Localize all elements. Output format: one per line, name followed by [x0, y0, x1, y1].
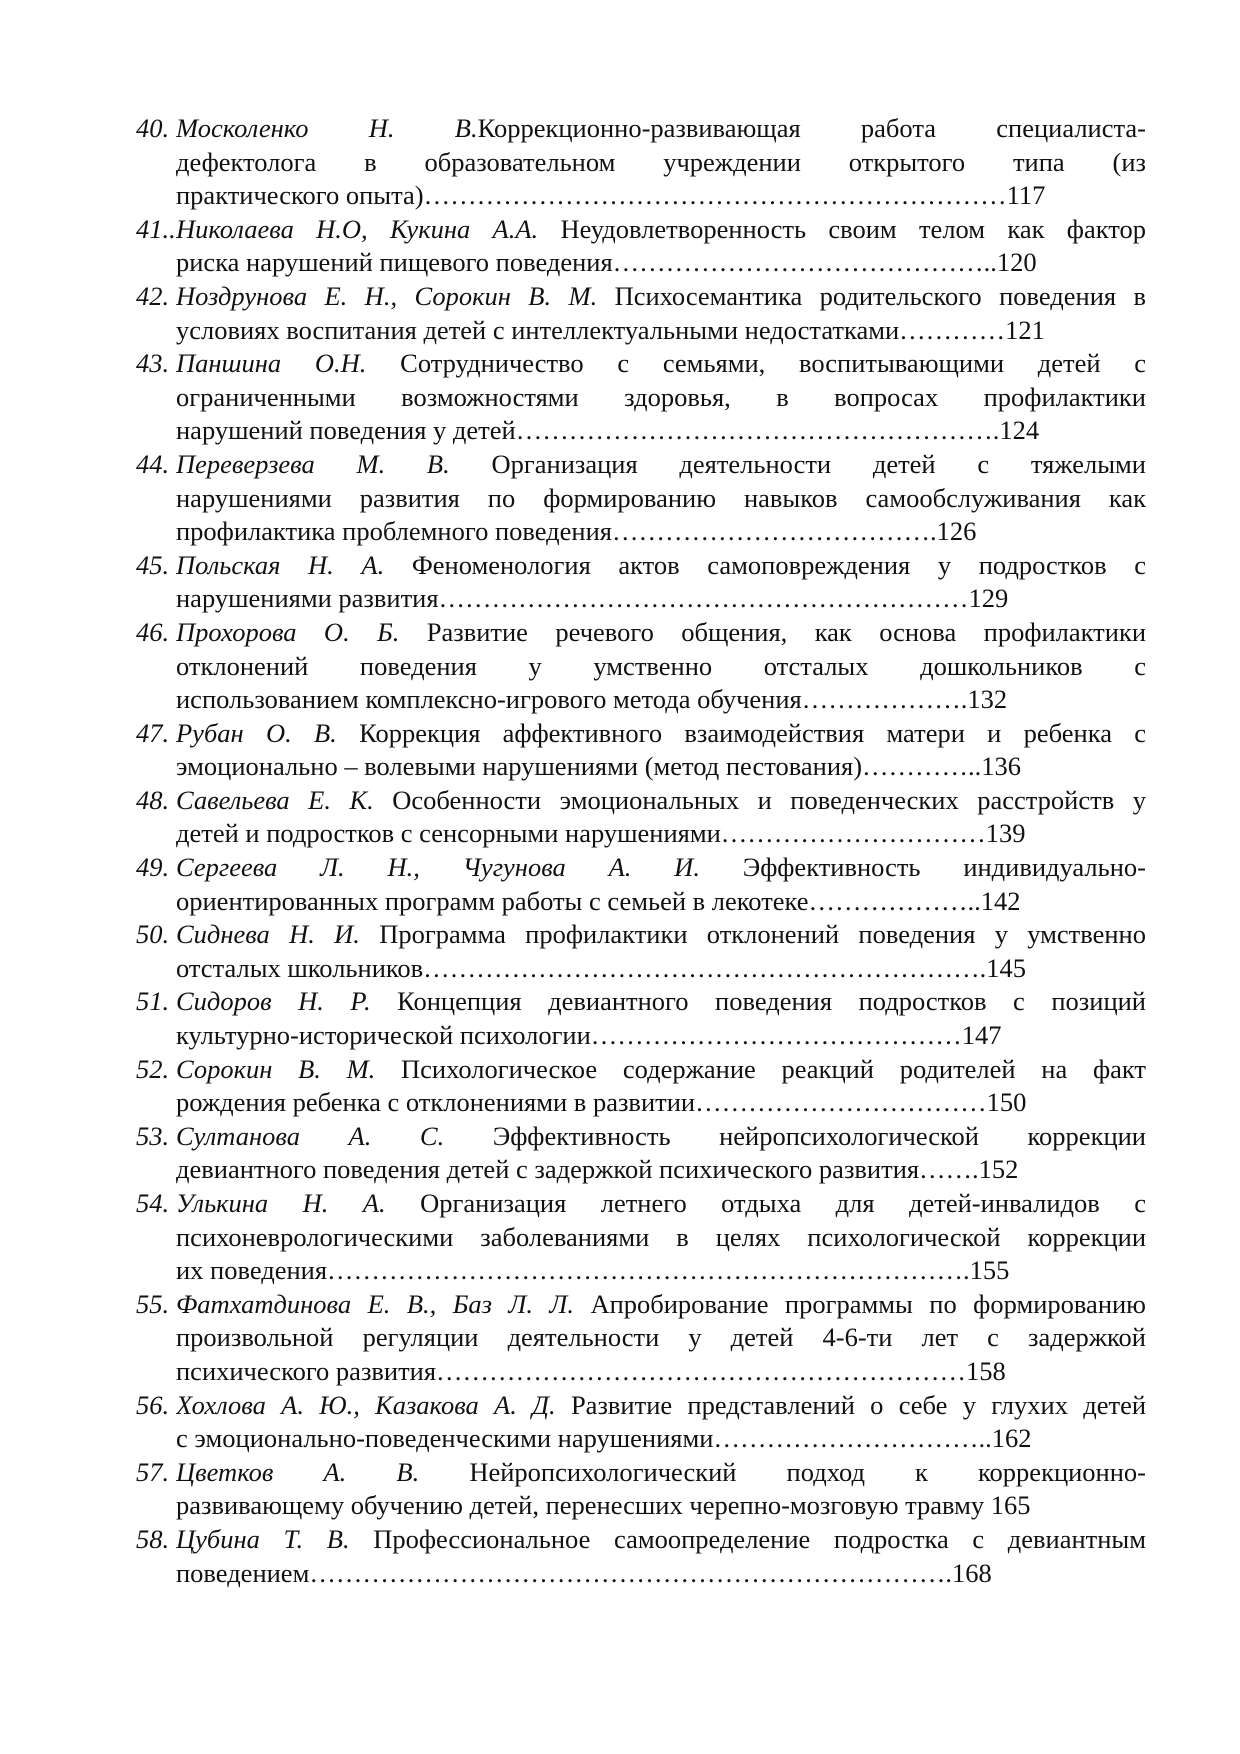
entry-line — [176, 347, 1146, 381]
entry-text: Программа профилактики отклонений поведения у умственно — [359, 919, 1146, 950]
entry-text: детей и подростков с сенсорными нарушениями…………………………139 — [176, 818, 1026, 849]
toc-entry — [136, 1187, 1146, 1288]
entry-author: Паншина О.Н. — [176, 348, 367, 379]
entry-text: Неудовлетворенность своим телом как фактор — [538, 213, 1146, 244]
entry-author: Савельева Е. К. — [176, 784, 374, 815]
entry-author: Хохлова А. Ю., Казакова А. Д. — [176, 1389, 556, 1420]
entry-line — [176, 1288, 1146, 1322]
entry-number: 42. — [136, 280, 170, 311]
entry-number: 40. — [136, 113, 170, 143]
entry-author: Сиднева Н. И. — [176, 919, 360, 950]
table-of-contents — [136, 112, 1146, 1590]
toc-entry — [136, 280, 1146, 347]
toc-entry — [136, 985, 1146, 1052]
entry-line — [176, 1489, 1146, 1523]
entry-line — [176, 952, 1146, 986]
entry-number: 52. — [136, 1053, 170, 1084]
entry-line — [176, 1557, 1146, 1591]
entry-text: Особенности эмоциональных и поведенческих расстройств у — [373, 784, 1146, 815]
entry-line — [176, 650, 1146, 684]
entry-line — [176, 1254, 1146, 1288]
entry-text: с эмоционально-поведенческими нарушениями…………………………..162 — [176, 1423, 1032, 1454]
toc-entry — [136, 347, 1146, 448]
entry-text: Коррекционно-развивающая работа специалиста- — [477, 113, 1146, 143]
entry-text: Концепция девиантного поведения подростков с позиций — [370, 986, 1146, 1017]
entry-text: отклонений поведения у умственно отсталых дошкольников с — [176, 650, 1146, 681]
entry-text: культурно-исторической психологии……………………………………147 — [176, 1020, 1002, 1051]
toc-entry — [136, 717, 1146, 784]
entry-number: 45. — [136, 549, 170, 580]
entry-line — [176, 616, 1146, 650]
entry-line — [176, 1523, 1146, 1557]
entry-line — [176, 1019, 1146, 1053]
entry-line — [176, 1120, 1146, 1154]
entry-text: риска нарушений пищевого поведения……………………………………..120 — [176, 247, 1037, 278]
entry-line — [176, 1221, 1146, 1255]
toc-entry — [136, 448, 1146, 549]
entry-line — [176, 1187, 1146, 1221]
entry-line — [176, 683, 1146, 717]
entry-text: поведением……………………………………………………………….168 — [176, 1557, 992, 1588]
entry-author: Прохорова О. Б. — [176, 616, 400, 647]
entry-text: нарушениями развития……………………………………………………129 — [176, 583, 1009, 614]
entry-text: Эффективность нейропсихологической коррекции — [444, 1120, 1146, 1151]
entry-author: Цубина Т. В. — [176, 1523, 350, 1554]
entry-text: психического развития……………………………………………………158 — [176, 1355, 1006, 1386]
entry-number: 50. — [136, 919, 170, 950]
entry-text: Апробирование программы по формированию — [574, 1288, 1146, 1319]
toc-entry — [136, 213, 1146, 280]
entry-text: Феноменология актов самоповреждения у подростков с — [384, 549, 1146, 580]
entry-text: Психологическое содержание реакций родителей на факт — [375, 1053, 1146, 1084]
entry-author: Улькина Н. А. — [176, 1188, 386, 1218]
entry-number: 51. — [136, 986, 170, 1017]
toc-entry — [136, 1053, 1146, 1120]
entry-number: 46. — [136, 616, 170, 647]
entry-line — [176, 482, 1146, 516]
entry-line — [176, 985, 1146, 1019]
entry-number: 43. — [136, 348, 170, 379]
entry-text: развивающему обучению детей, перенесших черепно-мозговую травму 165 — [176, 1490, 1031, 1521]
entry-number: 41.. — [136, 213, 176, 244]
entry-line — [176, 1321, 1146, 1355]
entry-line — [176, 582, 1146, 616]
entry-text: дефектолога в образовательном учреждении открытого типа (из — [176, 146, 1146, 177]
entry-line — [176, 414, 1146, 448]
entry-author: Переверзева М. В. — [176, 448, 450, 479]
entry-text: ориентированных программ работы с семьей в лекотеке………………..142 — [176, 885, 1021, 916]
entry-line — [176, 784, 1146, 818]
toc-entry — [136, 1523, 1146, 1590]
toc-entry — [136, 784, 1146, 851]
entry-line — [176, 717, 1146, 751]
entry-line — [176, 179, 1146, 213]
entry-line — [176, 112, 1146, 146]
entry-line — [176, 549, 1146, 583]
entry-text: Организация летнего отдыха для детей-инвалидов с — [385, 1188, 1146, 1218]
entry-text: Развитие речевого общения, как основа профилактики — [399, 616, 1146, 647]
entry-number: 53. — [136, 1120, 170, 1151]
entry-author: Фатхатдинова Е. В., Баз Л. Л. — [176, 1288, 574, 1319]
entry-text: нарушений поведения у детей……………………………………………….124 — [176, 415, 1040, 446]
toc-entry — [136, 549, 1146, 616]
entry-author: Польская Н. А. — [176, 549, 385, 580]
entry-line — [176, 750, 1146, 784]
entry-text: девиантного поведения детей с задержкой психического развития…….152 — [176, 1154, 1019, 1185]
toc-entry — [136, 616, 1146, 717]
entry-text: рождения ребенка с отклонениями в развитии……………………………150 — [176, 1087, 1027, 1118]
entry-line — [176, 1422, 1146, 1456]
entry-author: Сорокин В. М. — [176, 1053, 376, 1084]
entry-author: Ноздрунова Е. Н., Сорокин В. М. — [176, 280, 598, 311]
entry-author: Сергеева Л. Н., Чугунова А. И. — [176, 852, 700, 883]
entry-text: практического опыта)…………………………………………………………117 — [176, 180, 1046, 211]
entry-line — [176, 448, 1146, 482]
toc-entry — [136, 918, 1146, 985]
entry-line — [176, 851, 1146, 885]
entry-text: Развитие представлений о себе у глухих детей — [555, 1389, 1146, 1420]
entry-line — [176, 1389, 1146, 1423]
entry-author: Сидоров Н. Р. — [176, 986, 371, 1017]
entry-text: Коррекция аффективного взаимодействия матери и ребенка с — [336, 717, 1146, 748]
entry-text: эмоционально – волевыми нарушениями (метод пестования)…………..136 — [176, 751, 1022, 782]
toc-entry — [136, 112, 1146, 213]
entry-number: 58. — [136, 1523, 170, 1554]
entry-text: Сотрудничество с семьями, воспитывающими детей с — [366, 348, 1146, 379]
entry-line — [176, 918, 1146, 952]
entry-line — [176, 1053, 1146, 1087]
toc-entry — [136, 1456, 1146, 1523]
entry-text: психоневрологическими заболеваниями в целях психологической коррекции — [176, 1221, 1146, 1252]
entry-number: 44. — [136, 448, 170, 479]
entry-line — [176, 1456, 1146, 1490]
entry-line — [176, 146, 1146, 180]
toc-entry — [136, 851, 1146, 918]
entry-author: Рубан О. В. — [176, 717, 337, 748]
entry-line — [176, 885, 1146, 919]
entry-author: Цветков А. В. — [176, 1456, 420, 1487]
entry-number: 54. — [136, 1188, 170, 1218]
entry-text: Профессиональное самоопределение подростка с девиантным — [349, 1523, 1146, 1554]
entry-author: Султанова А. С. — [176, 1120, 445, 1151]
entry-text: профилактика проблемного поведения……………………………….126 — [176, 516, 977, 547]
entry-text: Эффективность индивидуально- — [699, 852, 1146, 883]
entry-text: Нейропсихологический подход к коррекционно- — [419, 1456, 1146, 1487]
entry-line — [176, 817, 1146, 851]
entry-number: 49. — [136, 852, 170, 883]
entry-text: их поведения……………………………………………………………….155 — [176, 1255, 1010, 1286]
entry-line — [176, 213, 1146, 247]
entry-text: отсталых школьников……………………………………………………….145 — [176, 952, 1027, 983]
entry-text: условиях воспитания детей с интеллектуальными недостатками…………121 — [176, 314, 1045, 345]
entry-line — [176, 1086, 1146, 1120]
entry-text: Организация деятельности детей с тяжелыми — [449, 448, 1146, 479]
entry-number: 55. — [136, 1288, 170, 1319]
entry-line — [176, 314, 1146, 348]
entry-author: Москоленко Н. В. — [176, 113, 478, 143]
toc-entry — [136, 1389, 1146, 1456]
entry-text: ограниченными возможностями здоровья, в вопросах профилактики — [176, 381, 1146, 412]
toc-entry — [136, 1288, 1146, 1389]
entry-text: Психосемантика родительского поведения в — [597, 280, 1146, 311]
entry-number: 57. — [136, 1456, 170, 1487]
entry-text: нарушениями развития по формированию навыков самообслуживания как — [176, 482, 1146, 513]
entry-text: произвольной регуляции деятельности у детей 4-6-ти лет с задержкой — [176, 1322, 1146, 1353]
entry-line — [176, 381, 1146, 415]
entry-line — [176, 280, 1146, 314]
entry-line — [176, 1355, 1146, 1389]
entry-author: Николаева Н.О, Кукина А.А. — [176, 213, 539, 244]
toc-entry — [136, 1120, 1146, 1187]
entry-number: 47. — [136, 717, 170, 748]
entry-number: 56. — [136, 1389, 170, 1420]
entry-text: использованием комплексно-игрового метода обучения……………….132 — [176, 684, 1008, 715]
entry-line — [176, 246, 1146, 280]
entry-line — [176, 1153, 1146, 1187]
entry-line — [176, 515, 1146, 549]
entry-number: 48. — [136, 784, 170, 815]
